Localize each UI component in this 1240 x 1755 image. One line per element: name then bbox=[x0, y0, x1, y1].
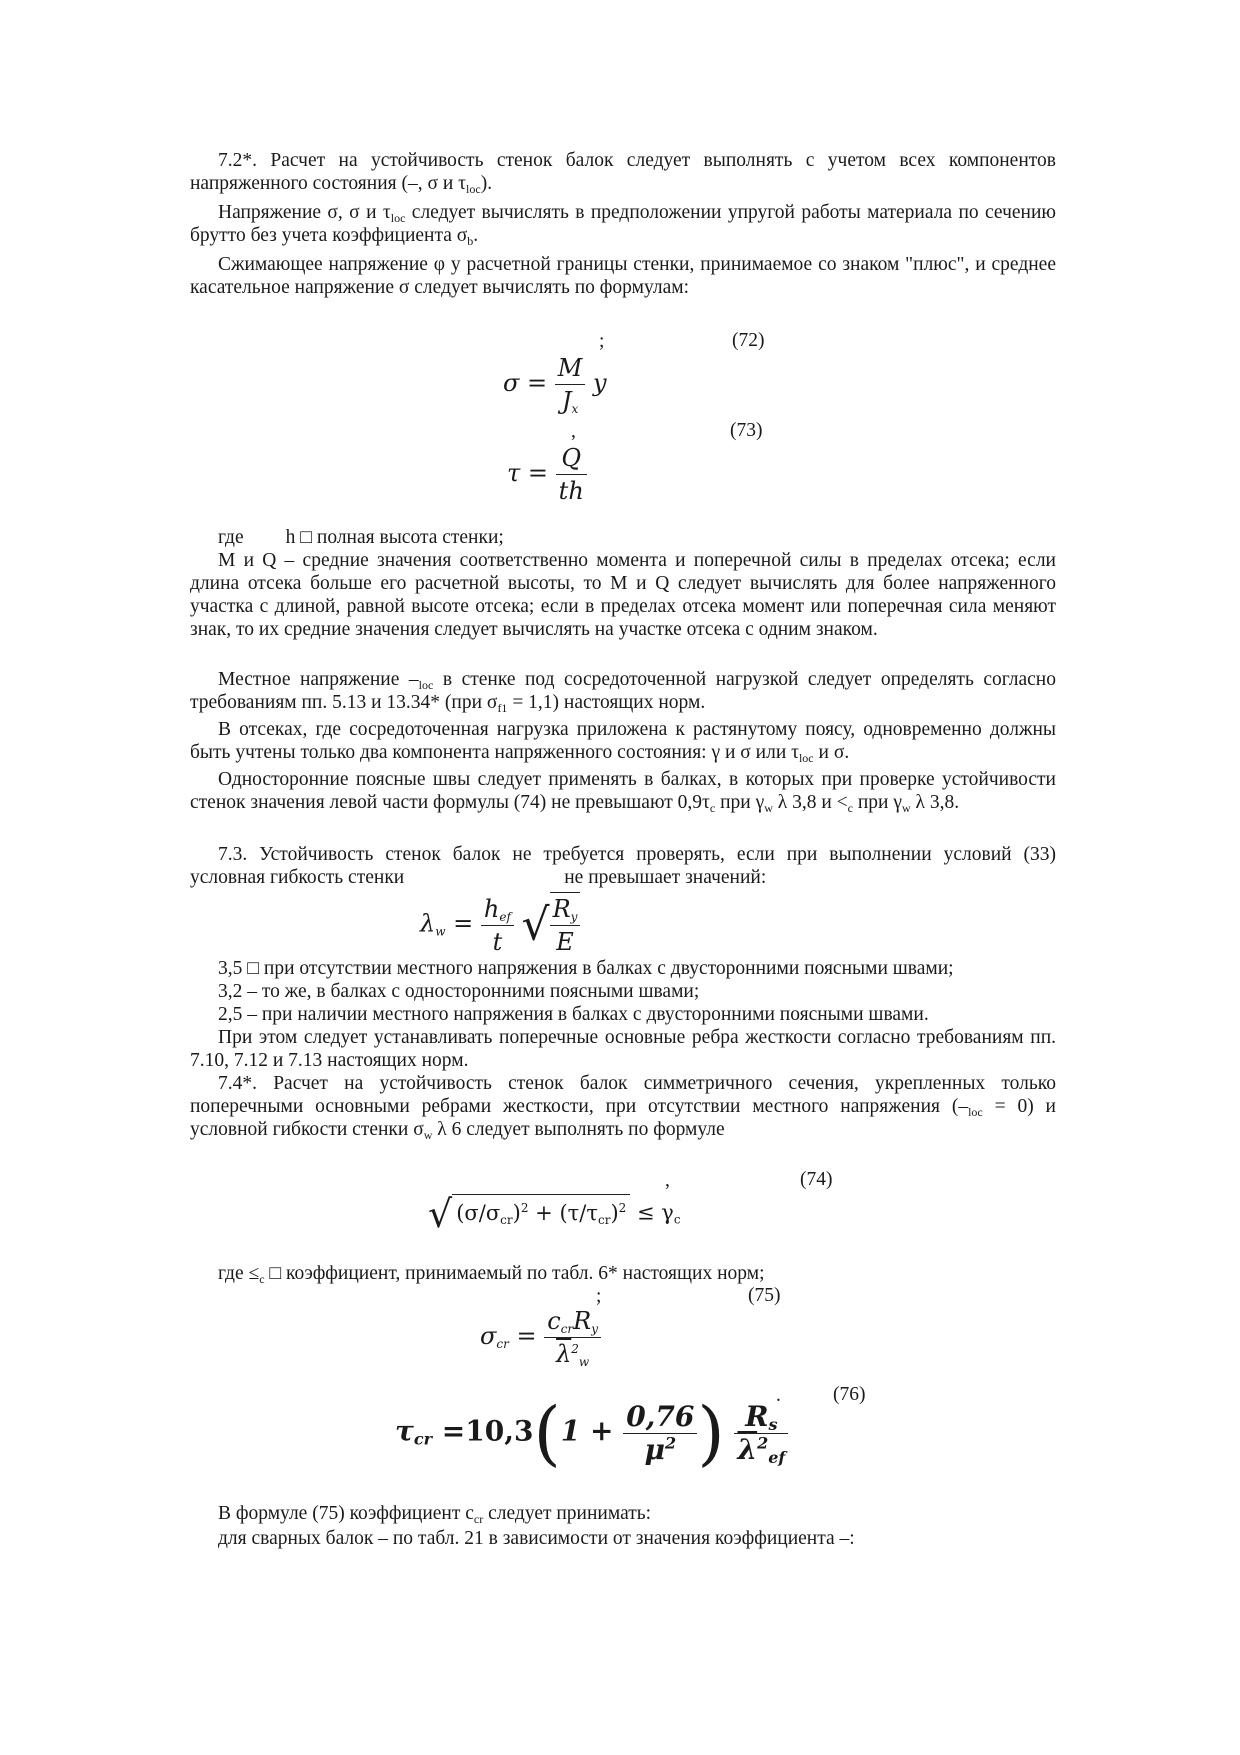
formula-72-number: (72) bbox=[732, 330, 765, 351]
formula-76-number: (76) bbox=[833, 1384, 866, 1405]
formula-75-number: (75) bbox=[748, 1285, 781, 1306]
list-item-1: 3,5 □ при отсутствии местного напряжения в балках с двусторонними поясными швами; bbox=[218, 958, 954, 979]
formula-72-separator: ; bbox=[599, 331, 605, 352]
where-gamma-line: где $\le_c$ □ коэффициент, принимаемый по табл. 6* настоящих норм; bbox=[218, 1263, 765, 1286]
compartments-paragraph: В отсеках, где сосредоточенная нагрузка приложена к растянутому поясу, одновременно должны быть учтены только два компонента напряженного состояния: γ и σ или $\tau_{loc}$ и σ. bbox=[190, 719, 1056, 765]
where-h-line: где h □ полная высота стенки; bbox=[218, 527, 504, 548]
formula-75: $\sigma_{cr}$ = $\frac{c_{cr}R_y}{\overline{\lambda}^2_w}$ bbox=[480, 1305, 601, 1370]
formula-73-separator: , bbox=[571, 421, 576, 442]
formula-74-number: (74) bbox=[800, 1169, 833, 1190]
list-item-2: 3,2 – то же, в балках с односторонними поясными швами; bbox=[218, 981, 700, 1002]
formula-72: σ = $\frac{M}{J_x}$ y bbox=[503, 354, 607, 416]
one-sided-welds-paragraph: Односторонние поясные швы следует применять в балках, в которых при проверке устойчивости стенок значения левой части формулы (74) не превышают $0,9\tau_c$ при $\gamma_w$ λ 3,8 $и <_c$ при $\gamma_w$ λ 3,8. bbox=[190, 769, 1056, 815]
list-item-3: 2,5 – при наличии местного напряжения в балках с двусторонними поясными швами. bbox=[218, 1004, 929, 1025]
section-7-4-paragraph: 7.4*. Расчет на устойчивость стенок балок симметричного сечения, укрепленных только поперечными основными ребрами жесткости, при отсутствии местного напряжения $(-_{loc} = 0)$ и условной гибкости стенки $\sigma_w$ λ 6 следует выполнять по формуле bbox=[190, 1073, 1056, 1142]
stiffeners-paragraph: При этом следует устанавливать поперечные основные ребра жесткости согласно требованиям пп. 7.10, 7.12 и 7.13 настоящих норм. bbox=[190, 1027, 1056, 1071]
mq-paragraph: M и Q – средние значения соответственно момента и поперечной силы в пределах отсека; если длина отсека больше его расчетной высоты, то M и Q следует вычислять для более напряженного участка с длиной, равной высоте отсека; если в пределах отсека момент или поперечная сила меняют знак, то их средние значения следует вычислять на участке отсека с одним знаком. bbox=[190, 550, 1056, 640]
formula-74-separator: , bbox=[665, 1170, 670, 1191]
section-7-2-paragraph: 7.2*. Расчет на устойчивость стенок балок следует выполнять с учетом всех компонентов напряженного состояния (–, σ и $\tau_{loc}$). bbox=[190, 150, 1056, 196]
stress-paragraph: Напряжение σ, σ и $\tau_{loc}$ следует вычислять в предположении упругой работы материала по сечению брутто без учета коэффициента $\sigma_b$. bbox=[190, 202, 1056, 248]
formula-76: $\tau_{cr} =10,3(1$ + $\frac{0,76}{\mu^2}$ ) $\frac{R_s}{\overline{\lambda}^2_{ef}}$ bbox=[395, 1392, 788, 1474]
formula-76-separator: . bbox=[776, 1385, 781, 1406]
formula-lambda-w: $\lambda_w$ = $\frac{h_{ef}}{t}$ √ $\frac{R_y}{E}$ bbox=[420, 892, 580, 958]
local-stress-paragraph: Местное напряжение $-_{loc}$ в стенке под сосредоточенной нагрузкой следует определять согласно требованиям пп. 5.13 и 13.34* (при $\sigma_{f1} = 1,1$) настоящих норм. bbox=[190, 669, 1056, 715]
formula-75-coef-line: В формуле (75) коэффициент $c_{cr}$ следует принимать: bbox=[218, 1503, 652, 1526]
formula-73: τ = $\frac{Q}{th}$ bbox=[507, 442, 587, 507]
section-7-3-paragraph: 7.3. Устойчивость стенок балок не требуется проверять, если при выполнении условий (33) условная гибкость стенки не превышает значений: bbox=[190, 844, 1056, 888]
formula-73-number: (73) bbox=[730, 420, 763, 441]
formula-75-separator: ; bbox=[596, 1286, 602, 1307]
welded-beams-line: для сварных балок – по табл. 21 в зависимости от значения коэффициента –: bbox=[218, 1528, 855, 1549]
formula-74: √ $(\sigma/\sigma_{cr})^2 + (\tau/\tau_{cr})^2 \le \gamma_c$ bbox=[428, 1192, 681, 1236]
compressive-stress-paragraph: Сжимающее напряжение φ у расчетной границы стенки, принимаемое со знаком "плюс", и среднее касательное напряжение σ следует вычислять по формулам: bbox=[190, 254, 1056, 298]
